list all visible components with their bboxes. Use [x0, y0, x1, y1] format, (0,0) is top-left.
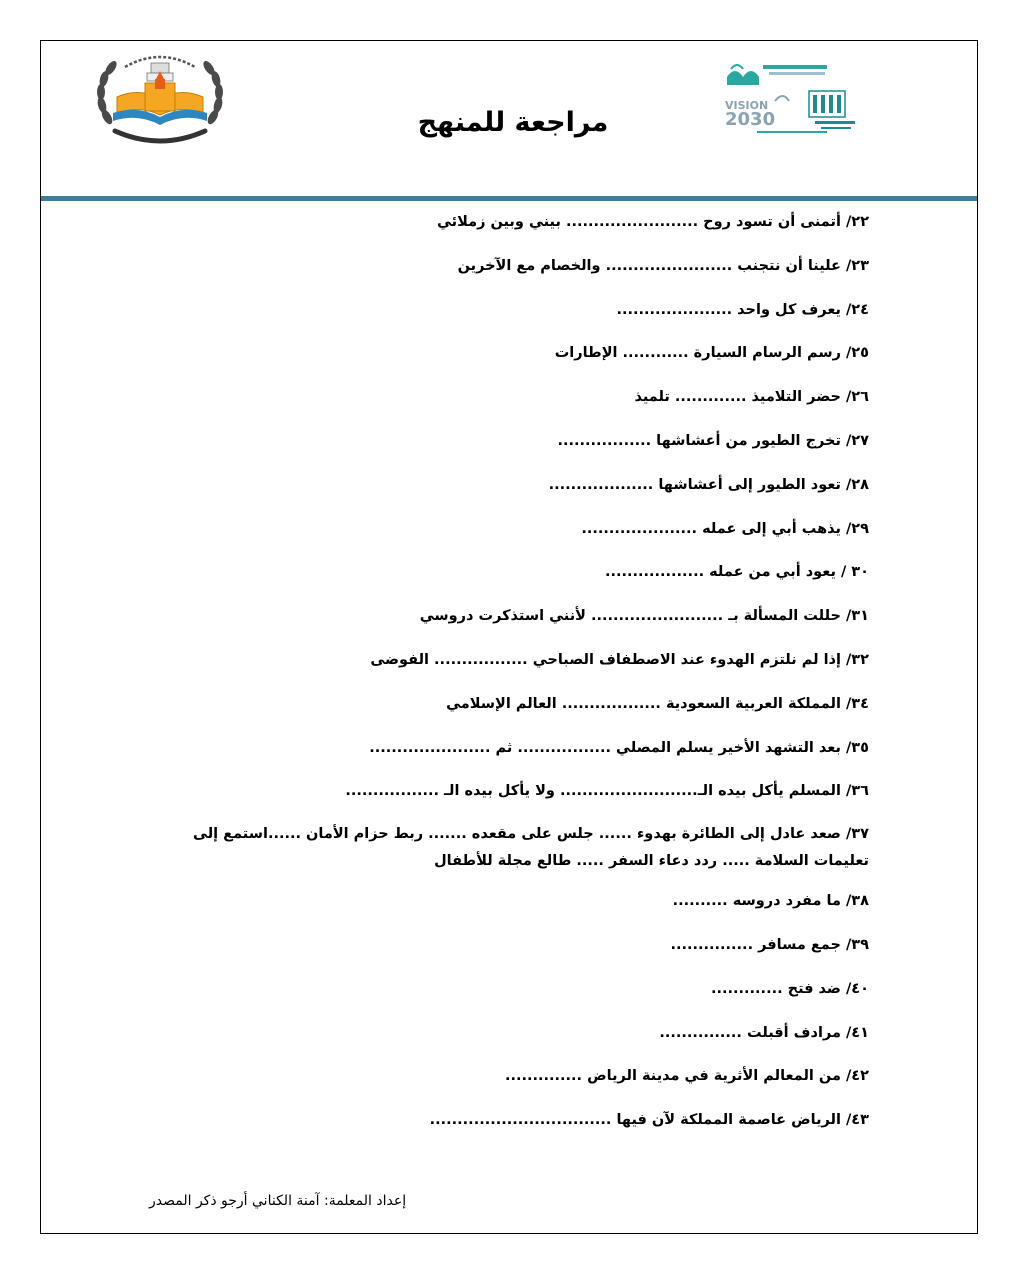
- question-item: ٣٢/ إذا لم نلتزم الهدوء عند الاصطفاف الصباحي ................. الفوضى: [370, 651, 869, 668]
- question-list: [109, 212, 869, 1154]
- question-item: ٤١/ مرادف أقبلت ...............: [659, 1024, 869, 1041]
- question-item: ٣٤/ المملكة العربية السعودية .................. العالم الإسلامي: [446, 695, 869, 712]
- svg-text:2030: 2030: [725, 109, 776, 130]
- question-item: ٢٩/ يذهب أبي إلى عمله .....................: [581, 520, 869, 537]
- question-item: ٣٨/ ما مفرد دروسه ..........: [672, 893, 869, 910]
- page-frame: [40, 40, 978, 1234]
- question-item: ٢٨/ تعود الطيور إلى أعشاشها ...................: [548, 476, 869, 493]
- question-item: ٣١/ حللت المسألة بـ ........................ لأنني استذكرت دروسي: [419, 608, 869, 625]
- page-title: [41, 107, 977, 138]
- question-item: ٢٦/ حضر التلاميذ ............. تلميذ: [634, 389, 869, 406]
- question-item: ٢٧/ تخرج الطيور من أعشاشها .................: [557, 432, 869, 449]
- svg-text:VISION: VISION: [725, 99, 769, 112]
- question-item: ٢٥/ رسم الرسام السيارة ............ الإطارات: [554, 345, 869, 362]
- header-divider: [41, 196, 977, 201]
- question-item: ٣٥/ بعد التشهد الأخير يسلم المصلي ................. ثم ......................: [369, 739, 869, 756]
- question-item: ٣٦/ المسلم يأكل بيده الـ......................... ولا يأكل بيده الـ .................: [345, 783, 869, 800]
- question-item: ٤٠/ ضد فتح .............: [710, 980, 869, 997]
- question-item: ٢٢/ أتمنى أن تسود روح ........................ بيني وبين زملائي: [436, 214, 869, 230]
- question-item: ٢٤/ يعرف كل واحد .....................: [616, 301, 869, 318]
- question-item: ٣٩/ جمع مسافر ...............: [670, 936, 869, 953]
- question-item: ٣٠ / يعود أبي من عمله ..................: [604, 564, 869, 581]
- question-item: ٢٣/ علينا أن نتجنب ....................... والخصام مع الآخرين: [457, 257, 869, 274]
- question-item: ٤٢/ من المعالم الأثرية في مدينة الرياض ..............: [504, 1068, 869, 1085]
- question-item: ٤٣/ الرياض عاصمة المملكة لآن فيها .................................: [429, 1112, 869, 1129]
- footer-credit: إعداد المعلمة: آمنة الكناني أرجو ذكر المصدر: [149, 1193, 407, 1209]
- header: [41, 41, 977, 197]
- title-text: مراجعة للمنهج: [417, 107, 609, 138]
- question-item: ٣٧/ صعد عادل إلى الطائرة بهدوء ...... جلس على مقعده ....... ربط حزام الأمان ......استمع إلى تعليمات السلامة ..... ردد دعاء السفر ..... طالع مجلة للأطفال: [193, 826, 869, 870]
